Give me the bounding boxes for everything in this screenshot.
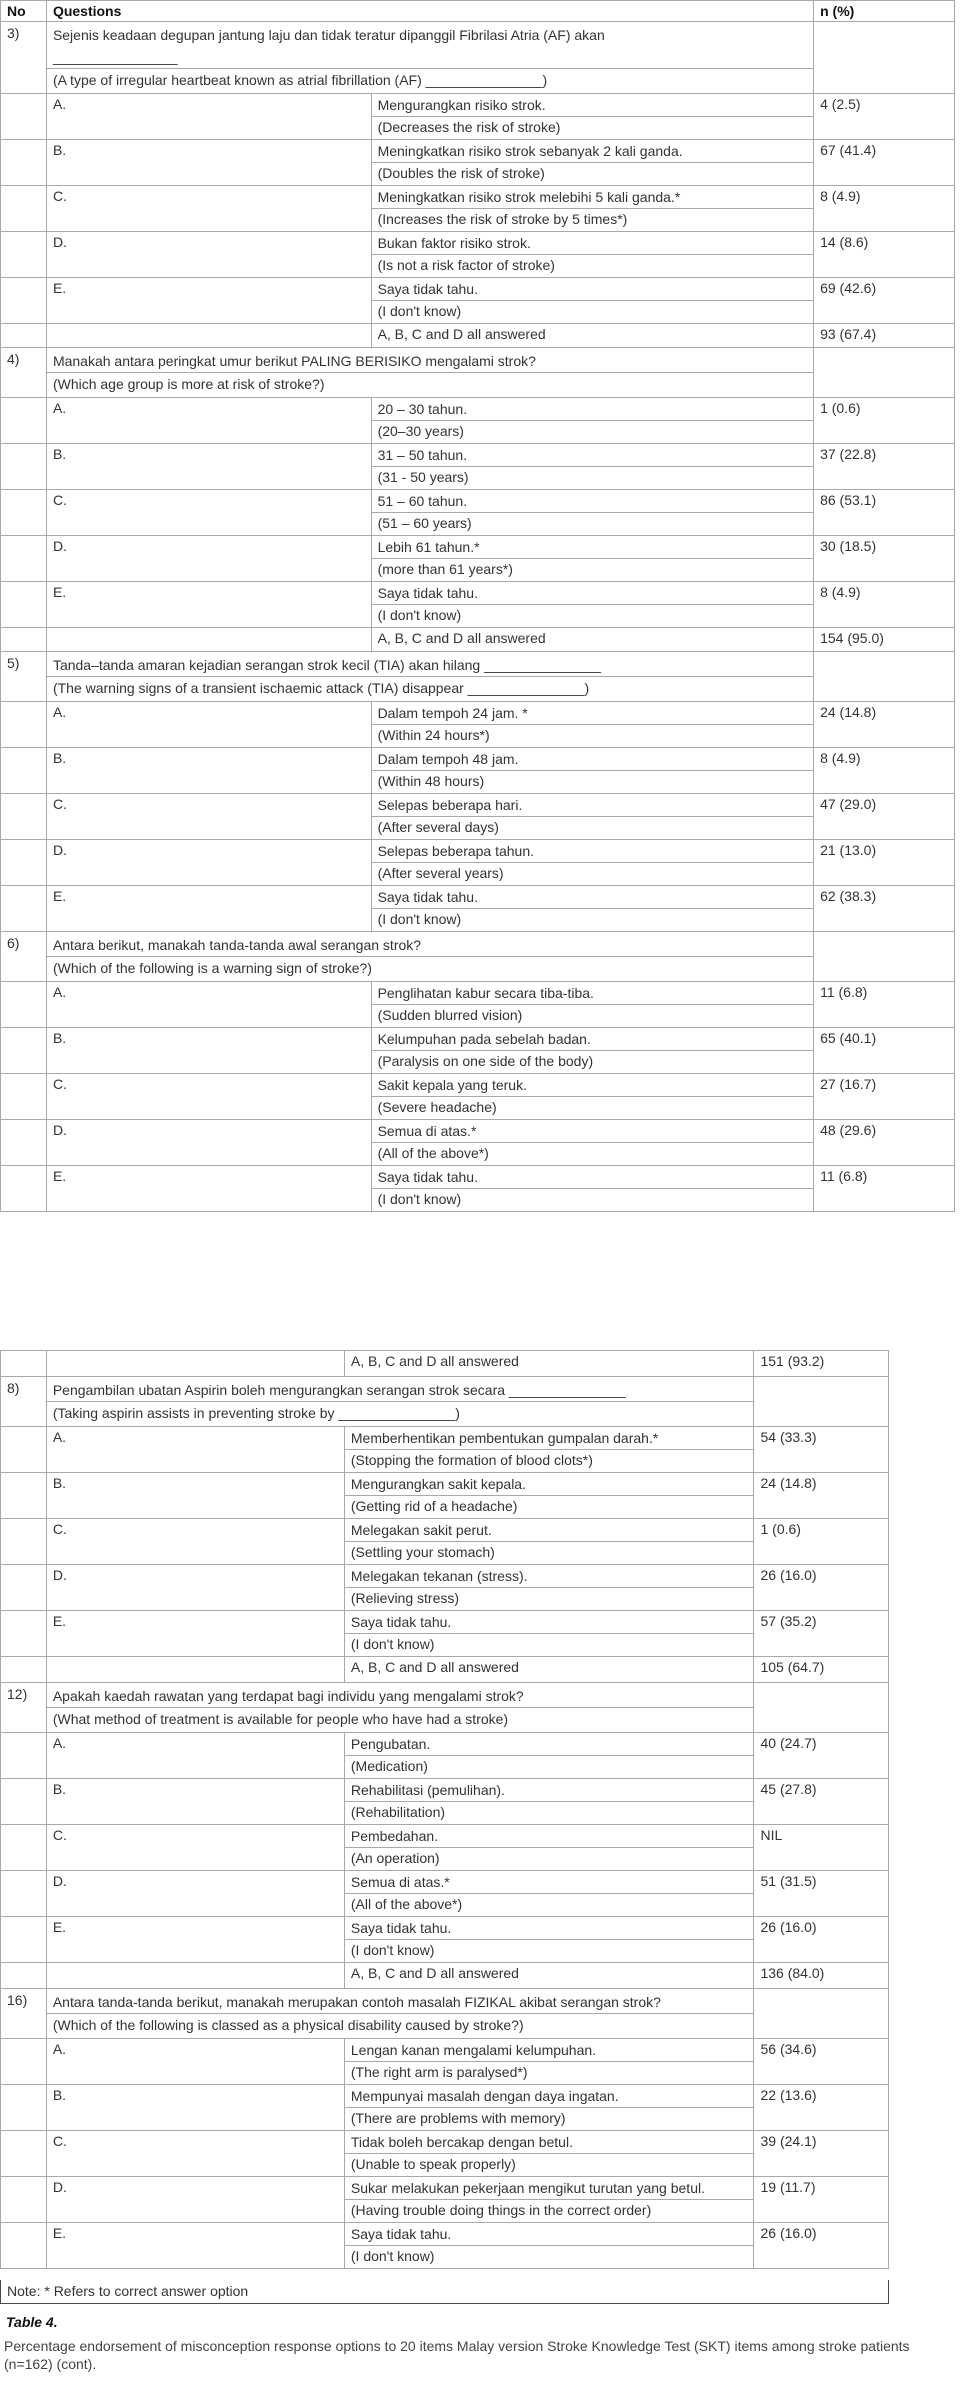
question-number: 6)	[1, 932, 47, 982]
question-english: (Which age group is more at risk of stroke?)	[47, 372, 813, 395]
option-row	[1, 1825, 889, 1871]
option-text	[344, 2223, 754, 2269]
option-english: (more than 61 years*)	[377, 561, 513, 577]
option-text	[371, 278, 814, 324]
option-letter: A.	[46, 702, 371, 748]
option-row	[1, 840, 955, 886]
question-row	[1, 1377, 889, 1427]
option-text	[371, 398, 814, 444]
option-english: (Decreases the risk of stroke)	[377, 119, 561, 135]
option-english: (Relieving stress)	[350, 1590, 460, 1606]
option-row	[1, 444, 955, 490]
option-text	[371, 232, 814, 278]
question-row	[1, 1683, 889, 1733]
question-malay: Antara tanda-tanda berikut, manakah merupakan contoh masalah FIZIKAL akibat serangan strok?	[52, 1994, 661, 2010]
option-text	[371, 94, 814, 140]
option-english: (31 - 50 years)	[377, 469, 469, 485]
option-malay: Meningkatkan risiko strok melebihi 5 kali ganda.*	[372, 187, 814, 209]
option-row	[1, 2177, 889, 2223]
table-caption-description: Percentage endorsement of misconception response options to 20 items Malay version Stroke Knowledge Test (SKT) items among stroke patients (n=162) (cont).	[4, 2338, 910, 2372]
option-row	[1, 1779, 889, 1825]
option-row	[1, 398, 955, 444]
question-english: (The warning signs of a transient ischaemic attack (TIA) disappear _______________)	[47, 676, 813, 699]
question-row	[1, 652, 955, 702]
option-malay: Melegakan tekanan (stress).	[345, 1566, 754, 1588]
table-row-all-answered	[1, 1351, 889, 1377]
all-answered-n: 136 (84.0)	[754, 1963, 889, 1989]
header-no: No	[1, 1, 47, 22]
option-letter: E.	[46, 2223, 344, 2269]
option-n-pct: 21 (13.0)	[814, 840, 955, 886]
option-row	[1, 1074, 955, 1120]
question-malay: Apakah kaedah rawatan yang terdapat bagi individu yang mengalami strok?	[52, 1688, 524, 1704]
option-letter: D.	[46, 1871, 344, 1917]
option-english: (I don't know)	[377, 607, 462, 623]
option-letter: C.	[46, 1519, 344, 1565]
option-malay: Selepas beberapa hari.	[372, 795, 814, 817]
question-number: 16)	[1, 1989, 47, 2039]
option-malay: Semua di atas.*	[345, 1872, 754, 1894]
option-english: (Is not a risk factor of stroke)	[377, 257, 555, 273]
option-letter: A.	[46, 94, 371, 140]
question-english: (A type of irregular heartbeat known as atrial fibrillation (AF) _______________)	[47, 68, 813, 91]
option-malay: Melegakan sakit perut.	[345, 1520, 754, 1542]
option-n-pct: 57 (35.2)	[754, 1611, 889, 1657]
option-text	[371, 840, 814, 886]
option-malay: Pengubatan.	[345, 1734, 754, 1756]
option-malay: Penglihatan kabur secara tiba-tiba.	[372, 983, 814, 1005]
option-letter: C.	[46, 1074, 371, 1120]
option-row	[1, 2131, 889, 2177]
option-english: (All of the above*)	[377, 1145, 489, 1161]
question-number: 4)	[1, 348, 47, 398]
option-malay: 51 – 60 tahun.	[372, 491, 814, 513]
option-letter: D.	[46, 2177, 344, 2223]
option-row	[1, 140, 955, 186]
option-english: (Having trouble doing things in the correct order)	[350, 2202, 652, 2218]
question-english: (Which of the following is a warning sign of stroke?)	[47, 956, 813, 979]
option-malay: Dalam tempoh 48 jam.	[372, 749, 814, 771]
option-english: (Stopping the formation of blood clots*)	[350, 1452, 593, 1468]
option-letter: D.	[46, 232, 371, 278]
option-english: (51 – 60 years)	[377, 515, 472, 531]
option-malay: Saya tidak tahu.	[372, 279, 814, 301]
option-malay: Sakit kepala yang teruk.	[372, 1075, 814, 1097]
question-malay-blank: ________________	[52, 49, 178, 65]
option-n-pct: 45 (27.8)	[754, 1779, 889, 1825]
all-answered-label: A, B, C and D all answered	[371, 324, 814, 348]
option-malay: Saya tidak tahu.	[345, 2224, 754, 2246]
option-n-pct: 47 (29.0)	[814, 794, 955, 840]
option-row	[1, 278, 955, 324]
question-row	[1, 22, 955, 94]
question-text	[46, 652, 813, 702]
option-english: (Settling your stomach)	[350, 1544, 495, 1560]
question-malay: Tanda–tanda amaran kejadian serangan strok kecil (TIA) akan hilang _______________	[52, 657, 601, 673]
option-text	[371, 748, 814, 794]
option-letter: C.	[46, 1825, 344, 1871]
all-answered-label: A, B, C and D all answered	[371, 628, 814, 652]
option-text	[371, 186, 814, 232]
option-english: (Severe headache)	[377, 1099, 497, 1115]
option-row	[1, 702, 955, 748]
question-number: 5)	[1, 652, 47, 702]
option-n-pct: 19 (11.7)	[754, 2177, 889, 2223]
question-english: (What method of treatment is available for people who have had a stroke)	[47, 1707, 754, 1730]
option-text	[344, 1473, 754, 1519]
option-n-pct: 86 (53.1)	[814, 490, 955, 536]
option-letter: B.	[46, 140, 371, 186]
option-english: (Paralysis on one side of the body)	[377, 1053, 594, 1069]
question-malay: Sejenis keadaan degupan jantung laju dan tidak teratur dipanggil Fibrilasi Atria (AF) akan	[52, 27, 605, 43]
question-number: 8)	[1, 1377, 47, 1427]
option-english: (I don't know)	[350, 1942, 435, 1958]
option-letter: B.	[46, 1028, 371, 1074]
option-text	[371, 582, 814, 628]
option-english: (Doubles the risk of stroke)	[377, 165, 545, 181]
option-row	[1, 2223, 889, 2269]
table-note: Note: * Refers to correct answer option	[0, 2280, 889, 2304]
option-row	[1, 2085, 889, 2131]
option-letter: A.	[46, 2039, 344, 2085]
option-text	[371, 982, 814, 1028]
table-row-all-answered	[1, 1657, 889, 1683]
all-answered-n: 151 (93.2)	[754, 1351, 889, 1377]
option-n-pct: 8 (4.9)	[814, 186, 955, 232]
all-answered-n: 93 (67.4)	[814, 324, 955, 348]
option-english: (Unable to speak properly)	[350, 2156, 516, 2172]
all-answered-n: 105 (64.7)	[754, 1657, 889, 1683]
question-english: (Which of the following is classed as a physical disability caused by stroke?)	[47, 2013, 754, 2036]
option-row	[1, 886, 955, 932]
option-text	[344, 2039, 754, 2085]
option-text	[371, 490, 814, 536]
option-letter: E.	[46, 1917, 344, 1963]
option-english: (The right arm is paralysed*)	[350, 2064, 528, 2080]
question-row	[1, 1989, 889, 2039]
question-number: 3)	[1, 22, 47, 94]
knowledge-table-part-2	[0, 1350, 889, 2269]
option-n-pct: 69 (42.6)	[814, 278, 955, 324]
option-row	[1, 1917, 889, 1963]
option-n-pct: 37 (22.8)	[814, 444, 955, 490]
option-n-pct: 30 (18.5)	[814, 536, 955, 582]
option-text	[371, 140, 814, 186]
option-letter: A.	[46, 1427, 344, 1473]
option-letter: E.	[46, 278, 371, 324]
option-malay: Bukan faktor risiko strok.	[372, 233, 814, 255]
question-malay: Antara berikut, manakah tanda-tanda awal serangan strok?	[52, 937, 422, 953]
table-row-all-answered	[1, 1963, 889, 1989]
question-text	[46, 1377, 754, 1427]
option-text	[344, 1871, 754, 1917]
option-english: (I don't know)	[377, 303, 462, 319]
option-english: (Sudden blurred vision)	[377, 1007, 523, 1023]
option-text	[371, 794, 814, 840]
option-malay: Pembedahan.	[345, 1826, 754, 1848]
option-malay: Kelumpuhan pada sebelah badan.	[372, 1029, 814, 1051]
option-n-pct: 40 (24.7)	[754, 1733, 889, 1779]
question-row	[1, 348, 955, 398]
option-malay: Semua di atas.*	[372, 1121, 814, 1143]
option-text	[371, 536, 814, 582]
option-malay: Memberhentikan pembentukan gumpalan darah.*	[345, 1428, 754, 1450]
option-malay: Saya tidak tahu.	[372, 583, 814, 605]
option-malay: Meningkatkan risiko strok sebanyak 2 kali ganda.	[372, 141, 814, 163]
option-english: (Within 48 hours)	[377, 773, 485, 789]
option-row	[1, 1733, 889, 1779]
option-row	[1, 582, 955, 628]
option-english: (An operation)	[350, 1850, 440, 1866]
table-row-all-answered	[1, 324, 955, 348]
option-english: (Getting rid of a headache)	[350, 1498, 518, 1514]
option-letter: D.	[46, 1120, 371, 1166]
option-n-pct: 1 (0.6)	[814, 398, 955, 444]
option-n-pct: 56 (34.6)	[754, 2039, 889, 2085]
option-letter: D.	[46, 1565, 344, 1611]
header-n-pct: n (%)	[814, 1, 955, 22]
question-text	[46, 932, 813, 982]
option-text	[371, 1166, 814, 1212]
option-english: (Increases the risk of stroke by 5 times*)	[377, 211, 628, 227]
option-row	[1, 1473, 889, 1519]
option-letter: A.	[46, 1733, 344, 1779]
option-english: (There are problems with memory)	[350, 2110, 566, 2126]
option-n-pct: 4 (2.5)	[814, 94, 955, 140]
option-letter: B.	[46, 2085, 344, 2131]
option-letter: B.	[46, 444, 371, 490]
option-n-pct: 22 (13.6)	[754, 2085, 889, 2131]
option-letter: E.	[46, 582, 371, 628]
option-row	[1, 536, 955, 582]
table-body-part-1	[1, 22, 955, 1212]
option-english: (All of the above*)	[350, 1896, 463, 1912]
all-answered-label: A, B, C and D all answered	[344, 1657, 754, 1683]
option-n-pct: 8 (4.9)	[814, 582, 955, 628]
option-row	[1, 232, 955, 278]
all-answered-n: 154 (95.0)	[814, 628, 955, 652]
option-n-pct: 26 (16.0)	[754, 1565, 889, 1611]
option-row	[1, 1427, 889, 1473]
option-n-pct: NIL	[754, 1825, 889, 1871]
option-malay: 31 – 50 tahun.	[372, 445, 814, 467]
option-text	[371, 444, 814, 490]
all-answered-label: A, B, C and D all answered	[344, 1963, 754, 1989]
question-english: (Taking aspirin assists in preventing stroke by _______________)	[47, 1401, 754, 1424]
option-row	[1, 1120, 955, 1166]
option-text	[344, 1427, 754, 1473]
option-row	[1, 1028, 955, 1074]
option-row	[1, 1565, 889, 1611]
option-english: (20–30 years)	[377, 423, 464, 439]
option-english: (I don't know)	[350, 1636, 435, 1652]
option-n-pct: 48 (29.6)	[814, 1120, 955, 1166]
option-letter: B.	[46, 1473, 344, 1519]
option-letter: B.	[46, 1779, 344, 1825]
option-letter: E.	[46, 886, 371, 932]
option-letter: E.	[46, 1166, 371, 1212]
option-letter: C.	[46, 490, 371, 536]
option-english: (After several days)	[377, 819, 499, 835]
table-row-all-answered	[1, 628, 955, 652]
option-malay: Mempunyai masalah dengan daya ingatan.	[345, 2086, 754, 2108]
option-malay: Lebih 61 tahun.*	[372, 537, 814, 559]
option-row	[1, 2039, 889, 2085]
question-text	[46, 1683, 754, 1733]
option-letter: D.	[46, 536, 371, 582]
option-row	[1, 490, 955, 536]
option-row	[1, 1519, 889, 1565]
option-n-pct: 27 (16.7)	[814, 1074, 955, 1120]
option-row	[1, 748, 955, 794]
table-header-row	[1, 1, 955, 22]
option-english: (I don't know)	[350, 2248, 435, 2264]
option-text	[371, 1120, 814, 1166]
question-malay: Manakah antara peringkat umur berikut PALING BERISIKO mengalami strok?	[52, 353, 536, 369]
option-text	[344, 2177, 754, 2223]
option-text	[371, 886, 814, 932]
question-text	[46, 22, 813, 94]
question-number: 12)	[1, 1683, 47, 1733]
option-n-pct: 24 (14.8)	[814, 702, 955, 748]
option-text	[344, 1825, 754, 1871]
option-malay: Saya tidak tahu.	[372, 1167, 814, 1189]
option-letter: B.	[46, 748, 371, 794]
option-malay: Sukar melakukan pekerjaan mengikut turutan yang betul.	[345, 2178, 754, 2200]
option-text	[344, 1565, 754, 1611]
option-n-pct: 39 (24.1)	[754, 2131, 889, 2177]
option-n-pct: 26 (16.0)	[754, 2223, 889, 2269]
option-letter: C.	[46, 794, 371, 840]
option-row	[1, 1871, 889, 1917]
option-malay: Rehabilitasi (pemulihan).	[345, 1780, 754, 1802]
option-malay: Mengurangkan sakit kepala.	[345, 1474, 754, 1496]
option-english: (After several years)	[377, 865, 504, 881]
option-n-pct: 67 (41.4)	[814, 140, 955, 186]
option-english: (I don't know)	[377, 1191, 462, 1207]
option-row	[1, 794, 955, 840]
option-n-pct: 65 (40.1)	[814, 1028, 955, 1074]
option-text	[371, 702, 814, 748]
question-text	[46, 1989, 754, 2039]
option-letter: C.	[46, 186, 371, 232]
table-caption-title: Table 4.	[6, 2314, 58, 2330]
option-malay: Lengan kanan mengalami kelumpuhan.	[345, 2040, 754, 2062]
option-row	[1, 186, 955, 232]
option-malay: Saya tidak tahu.	[345, 1918, 754, 1940]
option-letter: A.	[46, 982, 371, 1028]
option-text	[344, 2085, 754, 2131]
option-letter: E.	[46, 1611, 344, 1657]
option-english: (I don't know)	[377, 911, 462, 927]
option-row	[1, 94, 955, 140]
option-n-pct: 1 (0.6)	[754, 1519, 889, 1565]
option-n-pct: 8 (4.9)	[814, 748, 955, 794]
option-letter: C.	[46, 2131, 344, 2177]
option-n-pct: 62 (38.3)	[814, 886, 955, 932]
option-english: (Within 24 hours*)	[377, 727, 490, 743]
option-letter: D.	[46, 840, 371, 886]
option-n-pct: 14 (8.6)	[814, 232, 955, 278]
all-answered-label: A, B, C and D all answered	[344, 1351, 754, 1377]
option-text	[344, 1611, 754, 1657]
option-text	[344, 2131, 754, 2177]
option-row	[1, 1611, 889, 1657]
question-malay: Pengambilan ubatan Aspirin boleh mengurangkan serangan strok secara _______________	[52, 1382, 626, 1398]
option-malay: Mengurangkan risiko strok.	[372, 95, 814, 117]
option-n-pct: 24 (14.8)	[754, 1473, 889, 1519]
option-n-pct: 11 (6.8)	[814, 1166, 955, 1212]
option-n-pct: 51 (31.5)	[754, 1871, 889, 1917]
option-n-pct: 54 (33.3)	[754, 1427, 889, 1473]
option-malay: 20 – 30 tahun.	[372, 399, 814, 421]
option-malay: Dalam tempoh 24 jam. *	[372, 703, 814, 725]
option-n-pct: 26 (16.0)	[754, 1917, 889, 1963]
option-n-pct: 11 (6.8)	[814, 982, 955, 1028]
option-malay: Tidak boleh bercakap dengan betul.	[345, 2132, 754, 2154]
option-row	[1, 982, 955, 1028]
option-english: (Rehabilitation)	[350, 1804, 446, 1820]
option-english: (Medication)	[350, 1758, 428, 1774]
table-body-part-2	[1, 1351, 889, 2269]
option-malay: Saya tidak tahu.	[345, 1612, 754, 1634]
option-malay: Saya tidak tahu.	[372, 887, 814, 909]
option-text	[371, 1074, 814, 1120]
option-text	[344, 1779, 754, 1825]
option-text	[344, 1917, 754, 1963]
question-text	[46, 348, 813, 398]
option-letter: A.	[46, 398, 371, 444]
header-questions: Questions	[46, 1, 813, 22]
question-row	[1, 932, 955, 982]
option-malay: Selepas beberapa tahun.	[372, 841, 814, 863]
option-row	[1, 1166, 955, 1212]
option-text	[344, 1519, 754, 1565]
option-text	[344, 1733, 754, 1779]
option-text	[371, 1028, 814, 1074]
